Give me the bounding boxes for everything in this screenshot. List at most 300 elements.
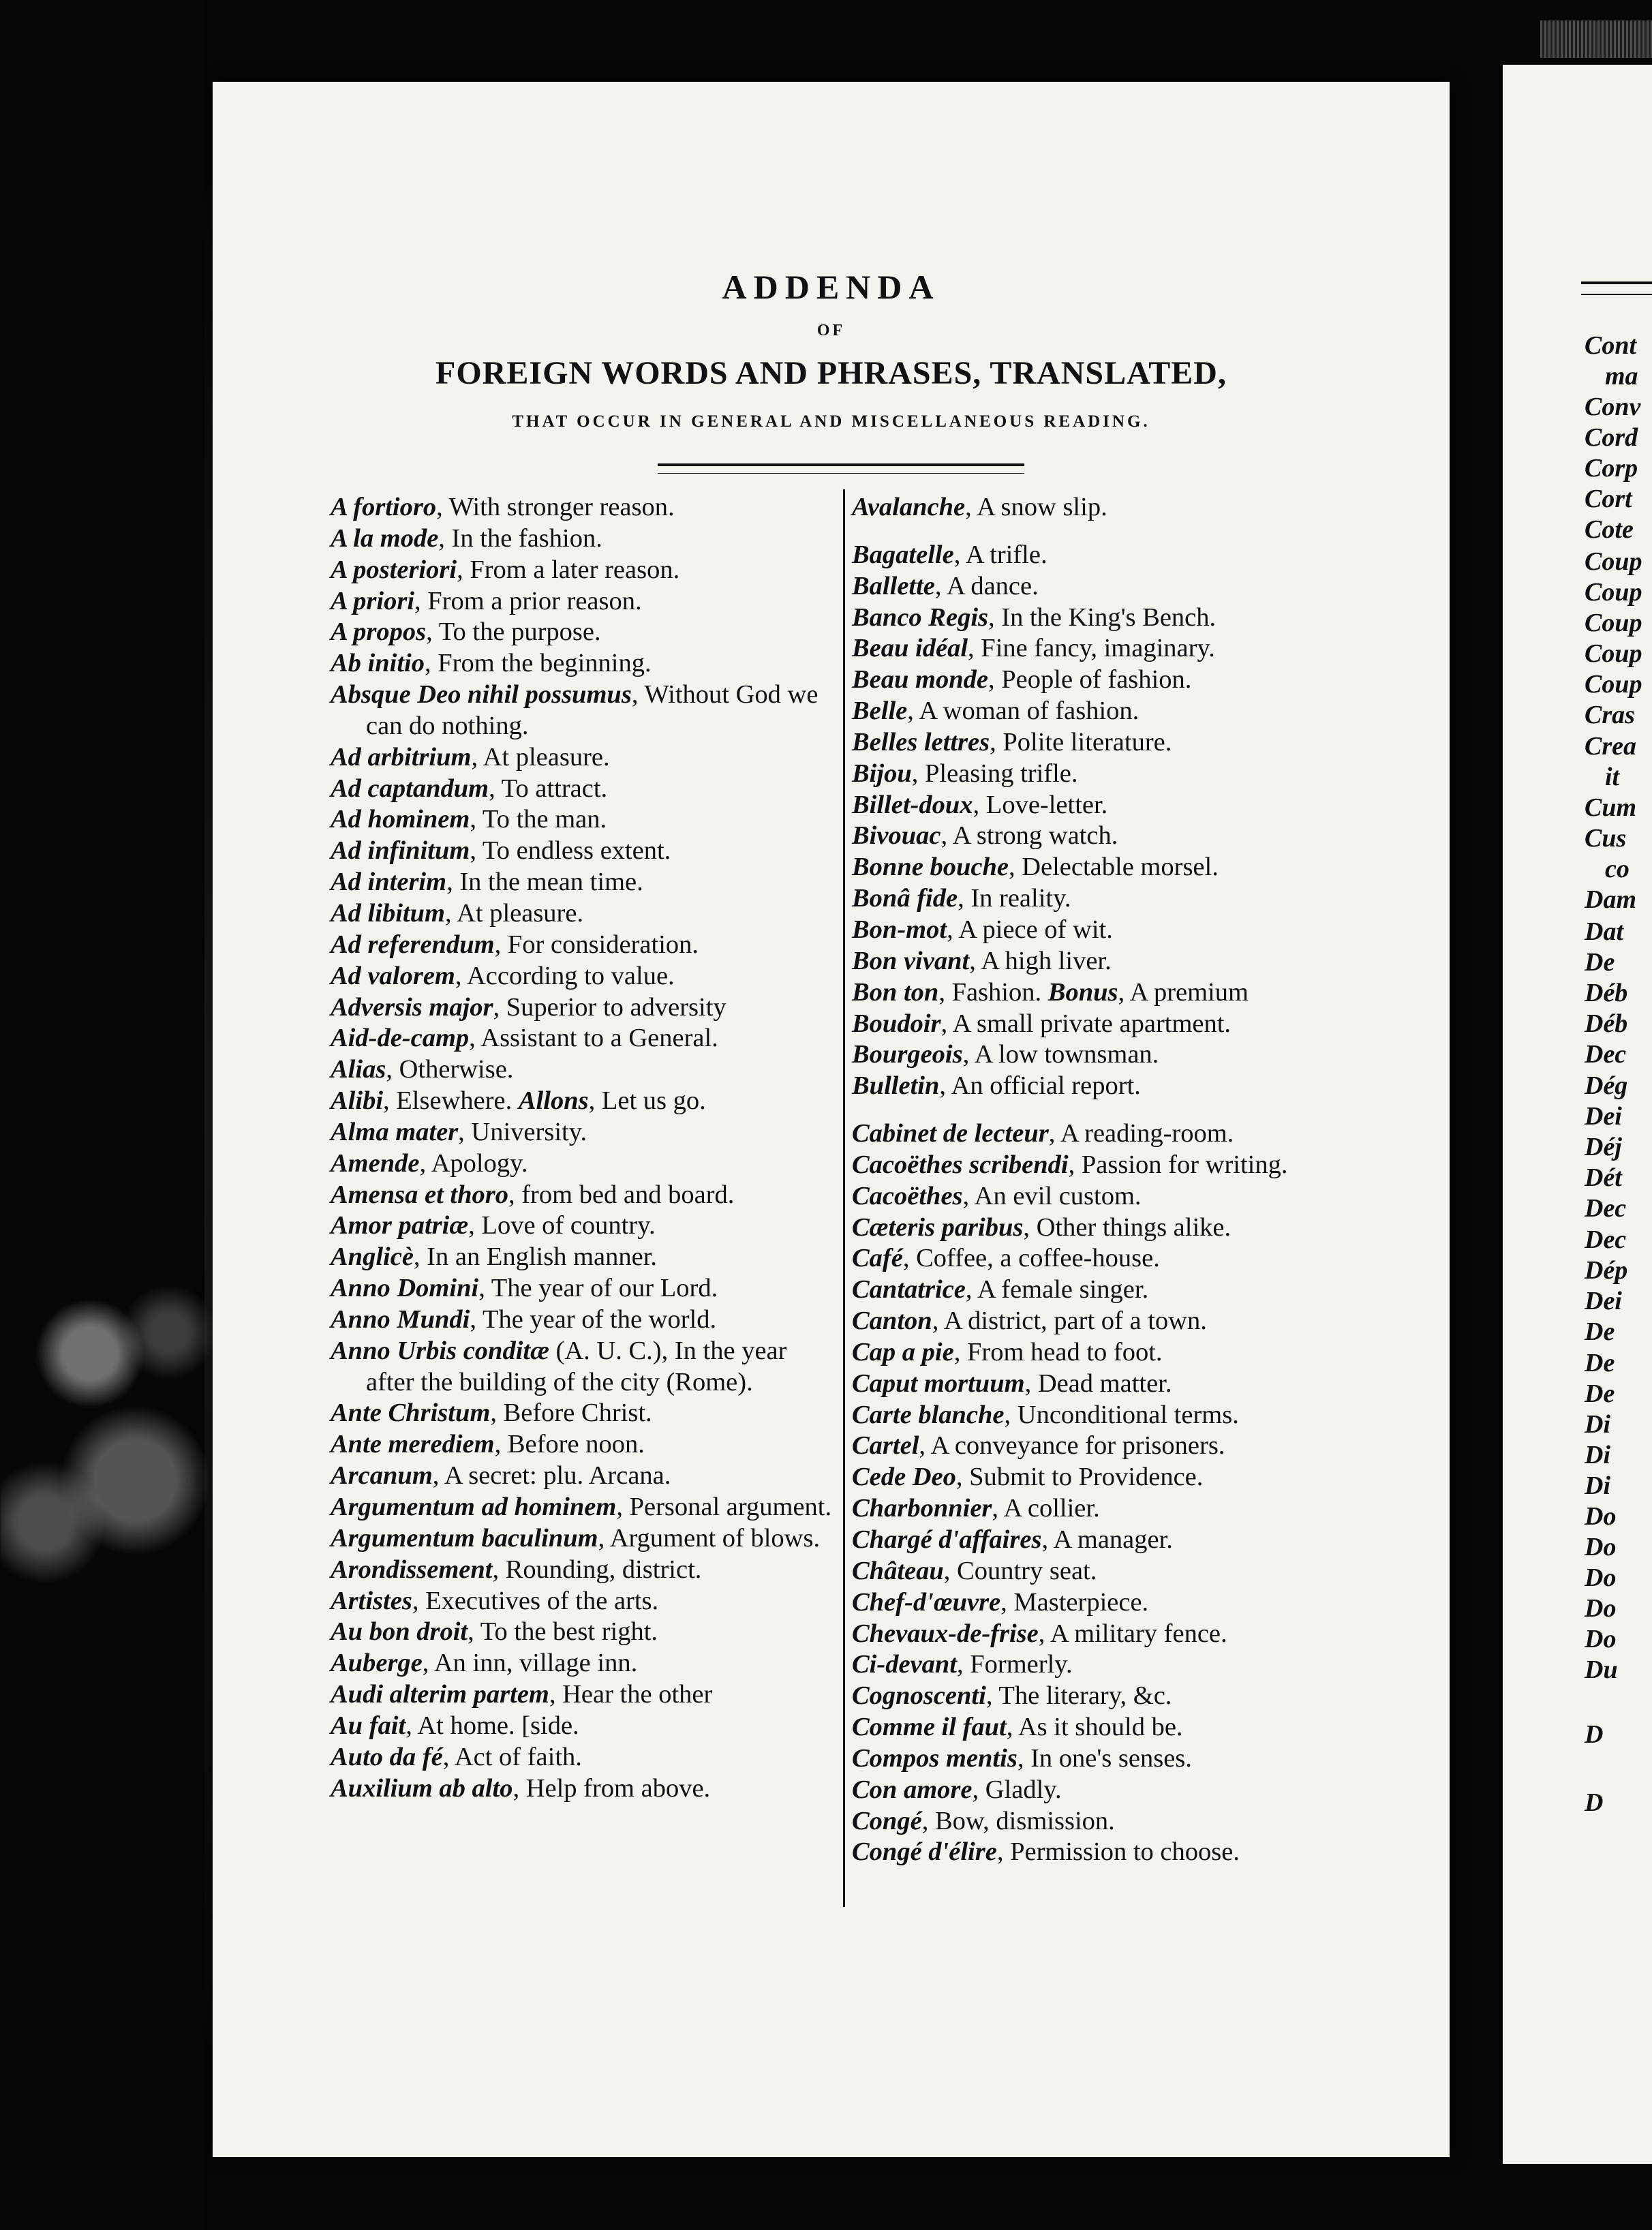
glossary-entry — [852, 915, 1370, 946]
entry-term: Ad infinitum — [331, 836, 470, 866]
entry-definition: (A. U. C.), In the year after the building of the city (Rome). — [366, 1336, 787, 1396]
facing-page-fragment: Coup — [1585, 609, 1642, 637]
entry-term: Bonne bouche — [852, 853, 1009, 882]
glossary-entry — [331, 930, 835, 961]
entry-term: Anno Domini — [331, 1274, 479, 1303]
facing-page-fragment: Do — [1585, 1594, 1617, 1623]
glossary-entry — [852, 540, 1370, 571]
entry-definition: , Fine fancy, imaginary. — [968, 634, 1215, 663]
glossary-entry — [852, 602, 1370, 634]
entry-definition: , from bed and board. — [508, 1180, 735, 1209]
glossary-entry — [852, 821, 1370, 852]
entry-term: Cacoëthes scribendi — [852, 1150, 1069, 1179]
glossary-entry — [331, 774, 835, 805]
entry-definition: , Formerly. — [956, 1650, 1073, 1679]
entry-term: Aid-de-camp — [331, 1024, 470, 1053]
entry-term: Ab initio — [331, 649, 425, 678]
entry-term: Alma mater — [331, 1117, 459, 1146]
entry-term: Bourgeois — [852, 1040, 963, 1069]
entry-term: Ante Christum — [331, 1399, 491, 1428]
facing-page-fragment: Crea — [1585, 732, 1636, 761]
glossary-entry — [852, 1525, 1370, 1556]
entry-term: A fortioro — [331, 493, 437, 521]
glossary-entry — [331, 804, 835, 836]
page-subtitle: THAT OCCUR IN GENERAL AND MISCELLANEOUS READING. — [512, 412, 1150, 431]
entry-definition: , As it should be. — [1006, 1713, 1183, 1742]
glossary-entry — [331, 617, 835, 648]
entry-definition: , An inn, village inn. — [422, 1649, 638, 1678]
entry-term: Arcanum — [331, 1461, 433, 1491]
glossary-entry — [852, 696, 1370, 727]
title-rule — [658, 463, 1024, 474]
entry-term: Beau idéal — [852, 634, 968, 663]
glossary-entry — [852, 1775, 1370, 1806]
scan-noise — [1540, 20, 1652, 58]
entry-definition: , At pleasure. — [444, 898, 584, 928]
glossary-entry — [852, 1837, 1370, 1868]
facing-page-fragment: Du — [1585, 1655, 1618, 1684]
glossary-entry — [331, 648, 835, 679]
glossary-entry — [331, 1555, 835, 1586]
facing-page-fragment: De — [1585, 1349, 1615, 1377]
paper-stain — [0, 1227, 225, 1649]
glossary-entry — [852, 1071, 1370, 1102]
entry-term: Bagatelle — [852, 540, 954, 569]
entry-term: A propos — [331, 617, 427, 647]
entry-definition: , Without God we can do nothing. — [366, 680, 819, 740]
glossary-entry — [331, 492, 835, 523]
glossary-entry — [331, 1086, 835, 1117]
facing-page-fragment: Coup — [1585, 639, 1642, 668]
facing-page-fragment: Do — [1585, 1533, 1617, 1561]
glossary-entry — [331, 1773, 835, 1805]
entry-definition: , A dance. — [934, 571, 1039, 600]
facing-page-fragment: Dat — [1585, 917, 1623, 946]
entry-term: Ante merediem — [331, 1430, 495, 1459]
entry-definition: , A high liver. — [969, 946, 1112, 975]
glossary-entry — [852, 1243, 1370, 1274]
glossary-entry — [852, 1400, 1370, 1431]
left-column — [331, 492, 835, 1804]
glossary-entry — [331, 523, 835, 555]
heading-addenda: ADDENDA — [722, 268, 940, 306]
entry-definition: , To the purpose. — [426, 617, 601, 647]
facing-page-fragment: Do — [1585, 1563, 1617, 1592]
glossary-entry — [331, 1210, 835, 1242]
glossary-entry — [852, 1712, 1370, 1743]
entry-definition: , Other things alike. — [1023, 1212, 1232, 1242]
entry-term: Arondissement — [331, 1555, 493, 1584]
glossary-entry — [331, 1461, 835, 1492]
glossary-entry — [852, 759, 1370, 790]
glossary-entry — [331, 1492, 835, 1523]
glossary-entry — [331, 1304, 835, 1336]
facing-page-fragment: Conv — [1585, 393, 1641, 421]
glossary-entry — [852, 571, 1370, 602]
glossary-entry — [852, 1039, 1370, 1071]
facing-page-fragment: De — [1585, 948, 1615, 977]
facing-page-fragment: Do — [1585, 1625, 1617, 1653]
entry-definition: , Hear the other — [549, 1680, 713, 1709]
glossary-entry — [331, 1429, 835, 1461]
facing-page-fragment: Di — [1585, 1410, 1610, 1439]
entry-term: Ad libitum — [331, 898, 445, 928]
entry-term: Cap a pie — [852, 1337, 954, 1366]
entry-term: Belles lettres — [852, 727, 990, 757]
entry-definition: , Pleasing trifle. — [911, 759, 1078, 788]
entry-term: Chef-d'œuvre — [852, 1587, 1001, 1617]
facing-page-fragment: it — [1605, 763, 1620, 791]
entry-term: Bijou — [852, 759, 912, 788]
entry-definition: , Bow, dismission. — [921, 1806, 1115, 1835]
glossary-entry — [852, 1556, 1370, 1587]
glossary-entry — [331, 1586, 835, 1617]
facing-page-fragment: Dét — [1585, 1163, 1622, 1192]
section-gap — [852, 1102, 1370, 1118]
entry-term: Adversis major — [331, 992, 493, 1022]
glossary-entry — [852, 883, 1370, 915]
facing-page-fragment: De — [1585, 1317, 1615, 1346]
glossary-entry — [852, 1337, 1370, 1369]
facing-page-fragment: De — [1585, 1379, 1615, 1408]
entry-definition: , Before noon. — [494, 1430, 645, 1459]
facing-page-fragment: Cum — [1585, 793, 1637, 822]
glossary-entry — [852, 1274, 1370, 1306]
glossary-entry — [852, 1118, 1370, 1150]
entry-definition: , From a prior reason. — [414, 586, 642, 615]
entry-term: Canton — [852, 1307, 932, 1336]
glossary-entry — [331, 867, 835, 898]
entry-term: Alias — [331, 1055, 386, 1084]
entry-term: Ad captandum — [331, 774, 489, 803]
facing-page-fragment: Dép — [1585, 1256, 1628, 1285]
entry-definition: , An evil custom. — [962, 1181, 1142, 1210]
glossary-entry — [852, 1150, 1370, 1181]
entry-definition: , Dead matter. — [1024, 1369, 1172, 1398]
glossary-entry — [852, 1369, 1370, 1400]
entry-term: Allons — [518, 1086, 589, 1116]
facing-page-fragment: Dei — [1585, 1102, 1622, 1131]
entry-term: Argumentum ad hominem — [331, 1493, 617, 1521]
entry-term: Ad valorem — [331, 961, 455, 990]
entry-definition: , Unconditional terms. — [1004, 1400, 1239, 1429]
entry-definition: , Delectable morsel. — [1008, 853, 1219, 882]
entry-definition: , In an English manner. — [413, 1242, 658, 1272]
entry-term: Ad hominem — [331, 805, 470, 834]
entry-term: Cede Deo — [852, 1463, 956, 1492]
entry-definition: , Polite literature. — [990, 727, 1172, 757]
entry-definition: , Gladly. — [972, 1775, 1062, 1804]
glossary-entry — [852, 633, 1370, 665]
entry-definition: , The year of our Lord. — [478, 1274, 718, 1303]
facing-page-fragment: Cont — [1585, 331, 1637, 360]
entry-term: Bivouac — [852, 821, 941, 851]
entry-definition: , Apology. — [419, 1148, 528, 1178]
entry-term: Bonus — [1047, 977, 1118, 1007]
entry-definition: , A snow slip. — [965, 493, 1107, 521]
entry-definition: , Assistant to a General. — [469, 1024, 718, 1053]
glossary-entry — [331, 1523, 835, 1555]
entry-term: Ballette — [852, 571, 935, 600]
entry-term: A priori — [331, 586, 415, 615]
entry-term: Cæteris paribus — [852, 1212, 1024, 1242]
entry-term: Cantatrice — [852, 1275, 966, 1304]
glossary-entry — [331, 1711, 835, 1742]
entry-term: Beau monde — [852, 665, 989, 694]
entry-definition: , In one's senses. — [1017, 1743, 1192, 1773]
entry-term: Artistes — [331, 1586, 412, 1615]
entry-definition: , At home. [side. — [406, 1711, 579, 1740]
facing-page — [1503, 65, 1652, 2164]
entry-term: Bonâ fide — [852, 884, 958, 913]
glossary-entry — [331, 586, 835, 617]
facing-page-fragment: Cote — [1585, 515, 1634, 544]
glossary-entry — [852, 946, 1370, 977]
entry-term: Cabinet de lecteur — [852, 1119, 1049, 1148]
facing-page-fragment: Di — [1585, 1441, 1610, 1469]
entry-definition: , To the best right. — [468, 1617, 658, 1647]
entry-definition: , Before Christ. — [490, 1399, 652, 1428]
entry-term: Bon-mot — [852, 915, 947, 944]
entry-definition: , Fashion. — [938, 977, 1048, 1007]
entry-definition: , A secret: plu. Arcana. — [432, 1461, 671, 1491]
facing-page-fragment: Dam — [1585, 885, 1636, 914]
entry-definition: , Submit to Providence. — [955, 1463, 1204, 1492]
glossary-entry — [852, 1181, 1370, 1212]
heading-of: OF — [816, 322, 846, 339]
entry-definition: , Otherwise. — [386, 1055, 514, 1084]
column-divider — [843, 489, 845, 1907]
entry-term: Chargé d'affaires — [852, 1525, 1042, 1554]
entry-term: Auto da fé — [331, 1742, 443, 1771]
entry-definition: , A collier. — [992, 1494, 1100, 1523]
entry-definition: , Country seat. — [943, 1556, 1097, 1585]
facing-page-fragment: Déb — [1585, 979, 1628, 1007]
entry-term: Boudoir — [852, 1009, 941, 1038]
glossary-entry — [852, 1743, 1370, 1775]
entry-definition: , A piece of wit. — [947, 915, 1113, 944]
entry-definition: , Superior to adversity — [493, 992, 726, 1022]
glossary-entry — [852, 1681, 1370, 1712]
glossary-entry — [852, 1462, 1370, 1493]
facing-page-fragment: ma — [1605, 362, 1638, 391]
entry-term: A posteriori — [331, 555, 457, 584]
glossary-entry — [331, 1148, 835, 1180]
facing-page-rule — [1581, 281, 1652, 295]
entry-term: Ad arbitrium — [331, 742, 472, 772]
entry-definition: , Coffee, a coffee-house. — [902, 1244, 1160, 1273]
entry-definition: , Executives of the arts. — [412, 1586, 659, 1615]
entry-definition: , A low townsman. — [962, 1040, 1159, 1069]
entry-term: Anno Urbis conditæ — [331, 1336, 549, 1365]
entry-definition: , In the mean time. — [446, 868, 643, 897]
glossary-entry — [331, 1648, 835, 1679]
entry-definition: , A reading-room. — [1048, 1119, 1234, 1148]
glossary-entry — [331, 1117, 835, 1148]
facing-page-fragment: Dec — [1585, 1194, 1627, 1223]
glossary-entry — [331, 555, 835, 586]
entry-definition: , Help from above. — [513, 1773, 711, 1803]
entry-term: Cartel — [852, 1431, 919, 1461]
glossary-entry — [331, 1242, 835, 1273]
entry-term: Cacoëthes — [852, 1181, 963, 1210]
entry-definition: , The year of the world. — [470, 1304, 717, 1334]
entry-term: Congé d'élire — [852, 1837, 997, 1867]
entry-term: Charbonnier — [852, 1494, 992, 1523]
facing-page-fragment: Di — [1585, 1471, 1610, 1500]
glossary-entry — [852, 1619, 1370, 1650]
glossary-entry — [331, 1742, 835, 1773]
glossary-entry — [331, 1273, 835, 1304]
entry-term: Ci-devant — [852, 1650, 957, 1679]
glossary-entry — [852, 665, 1370, 696]
glossary-entry — [331, 836, 835, 867]
entry-term: Ad referendum — [331, 930, 495, 959]
glossary-entry — [852, 1009, 1370, 1040]
entry-term: Argumentum baculinum — [331, 1523, 598, 1553]
glossary-entry — [852, 1306, 1370, 1337]
page-title: FOREIGN WORDS AND PHRASES, TRANSLATED, — [435, 355, 1227, 391]
entry-term: Comme il faut — [852, 1713, 1007, 1742]
entry-term: Caput mortuum — [852, 1369, 1025, 1398]
scanner-edge — [0, 0, 204, 2230]
entry-term: Absque Deo nihil possumus — [331, 680, 632, 709]
entry-term: Au fait — [331, 1711, 406, 1740]
facing-page-fragment: Dec — [1585, 1225, 1627, 1254]
glossary-entry — [852, 1806, 1370, 1837]
entry-definition: , A small private apartment. — [940, 1009, 1232, 1038]
entry-definition: , For consideration. — [494, 930, 699, 959]
entry-definition: , Elsewhere. — [383, 1086, 519, 1116]
entry-term: Bon vivant — [852, 946, 970, 975]
entry-definition: , A woman of fashion. — [907, 697, 1139, 726]
entry-term: Billet-doux — [852, 790, 973, 819]
entry-definition: , A premium — [1118, 977, 1249, 1007]
entry-definition: , A military fence. — [1038, 1619, 1227, 1648]
entry-term: Bon ton — [852, 977, 939, 1007]
facing-page-fragment: Coup — [1585, 578, 1642, 607]
glossary-entry — [852, 977, 1370, 1009]
entry-term: Au bon droit — [331, 1617, 468, 1647]
facing-page-fragment: D — [1585, 1720, 1604, 1749]
entry-term: Alibi — [331, 1086, 384, 1116]
glossary-entry — [331, 1398, 835, 1429]
entry-term: Anglicè — [331, 1242, 414, 1272]
glossary-entry — [331, 1180, 835, 1211]
entry-term: Café — [852, 1244, 903, 1273]
entry-definition: , From a later reason. — [457, 555, 680, 584]
entry-definition: , In the King's Bench. — [988, 602, 1217, 632]
facing-page-fragment: Cord — [1585, 423, 1638, 452]
entry-definition: , Masterpiece. — [1000, 1587, 1149, 1617]
entry-term: Cognoscenti — [852, 1681, 986, 1711]
facing-page-fragment: Cras — [1585, 701, 1635, 729]
entry-definition: , From the beginning. — [425, 649, 652, 678]
glossary-entry — [852, 790, 1370, 821]
entry-definition: , Rounding, district. — [492, 1555, 702, 1584]
entry-definition: , Let us go. — [588, 1086, 706, 1116]
glossary-entry — [852, 492, 1370, 523]
glossary-entry — [331, 961, 835, 992]
section-gap — [852, 523, 1370, 540]
entry-definition: , Permission to choose. — [996, 1837, 1240, 1867]
entry-term: A la mode — [331, 523, 439, 553]
glossary-entry — [852, 727, 1370, 759]
entry-definition: , The literary, &c. — [985, 1681, 1172, 1711]
entry-term: Congé — [852, 1806, 922, 1835]
entry-term: Belle — [852, 697, 908, 726]
entry-definition: , A manager. — [1041, 1525, 1173, 1554]
facing-page-fragment: Cort — [1585, 485, 1632, 513]
entry-definition: , Love-letter. — [973, 790, 1108, 819]
entry-definition: , A strong watch. — [940, 821, 1118, 851]
glossary-entry — [852, 1431, 1370, 1462]
entry-definition: , A trifle. — [953, 540, 1047, 569]
entry-term: Carte blanche — [852, 1400, 1005, 1429]
facing-page-fragment: Dei — [1585, 1287, 1622, 1315]
glossary-entry — [331, 1336, 835, 1399]
entry-definition: , University. — [458, 1117, 587, 1146]
entry-term: Compos mentis — [852, 1743, 1018, 1773]
entry-term: Banco Regis — [852, 602, 989, 632]
facing-page-fragment: Déj — [1585, 1133, 1622, 1161]
entry-definition: , With stronger reason. — [436, 493, 675, 521]
entry-term: Château — [852, 1556, 944, 1585]
right-column — [852, 492, 1370, 1868]
entry-definition: , Act of faith. — [442, 1742, 582, 1771]
glossary-entry — [331, 1054, 835, 1086]
entry-definition: , People of fashion. — [988, 665, 1192, 694]
glossary-entry — [331, 1679, 835, 1711]
glossary-entry — [331, 742, 835, 774]
entry-term: Audi alterim partem — [331, 1680, 549, 1709]
entry-term: Bulletin — [852, 1071, 940, 1101]
glossary-entry — [331, 898, 835, 930]
entry-definition: , To attract. — [489, 774, 608, 803]
facing-page-fragment: Coup — [1585, 547, 1642, 576]
entry-definition: , To the man. — [470, 805, 607, 834]
facing-page-fragment: Dec — [1585, 1040, 1627, 1069]
facing-page-fragment: Déb — [1585, 1009, 1628, 1038]
entry-term: Amensa et thoro — [331, 1180, 508, 1209]
entry-term: Amor patriæ — [331, 1211, 469, 1240]
entry-definition: , To endless extent. — [470, 836, 671, 866]
entry-definition: , Passion for writing. — [1068, 1150, 1288, 1179]
facing-page-fragment: Corp — [1585, 454, 1638, 483]
entry-definition: , In the fashion. — [438, 523, 602, 553]
entry-definition: , In reality. — [958, 884, 1071, 913]
entry-term: Chevaux-de-frise — [852, 1619, 1039, 1648]
entry-definition: , A female singer. — [965, 1275, 1149, 1304]
glossary-entry — [852, 1212, 1370, 1244]
entry-term: Avalanche — [852, 493, 966, 521]
entry-term: Auxilium ab alto — [331, 1773, 513, 1803]
entry-definition: , At pleasure. — [471, 742, 610, 772]
glossary-entry — [852, 852, 1370, 883]
entry-definition: , Love of country. — [468, 1211, 656, 1240]
entry-term: Ad interim — [331, 868, 447, 897]
facing-page-fragment: co — [1605, 855, 1630, 883]
facing-page-fragment: Do — [1585, 1502, 1617, 1531]
glossary-entry — [331, 1617, 835, 1648]
entry-term: Con amore — [852, 1775, 973, 1804]
glossary-entry — [331, 679, 835, 742]
entry-definition: , According to value. — [455, 961, 675, 990]
glossary-entry — [852, 1493, 1370, 1525]
entry-definition: , From head to foot. — [953, 1337, 1163, 1366]
entry-term: Anno Mundi — [331, 1304, 470, 1334]
entry-term: Amende — [331, 1148, 420, 1178]
